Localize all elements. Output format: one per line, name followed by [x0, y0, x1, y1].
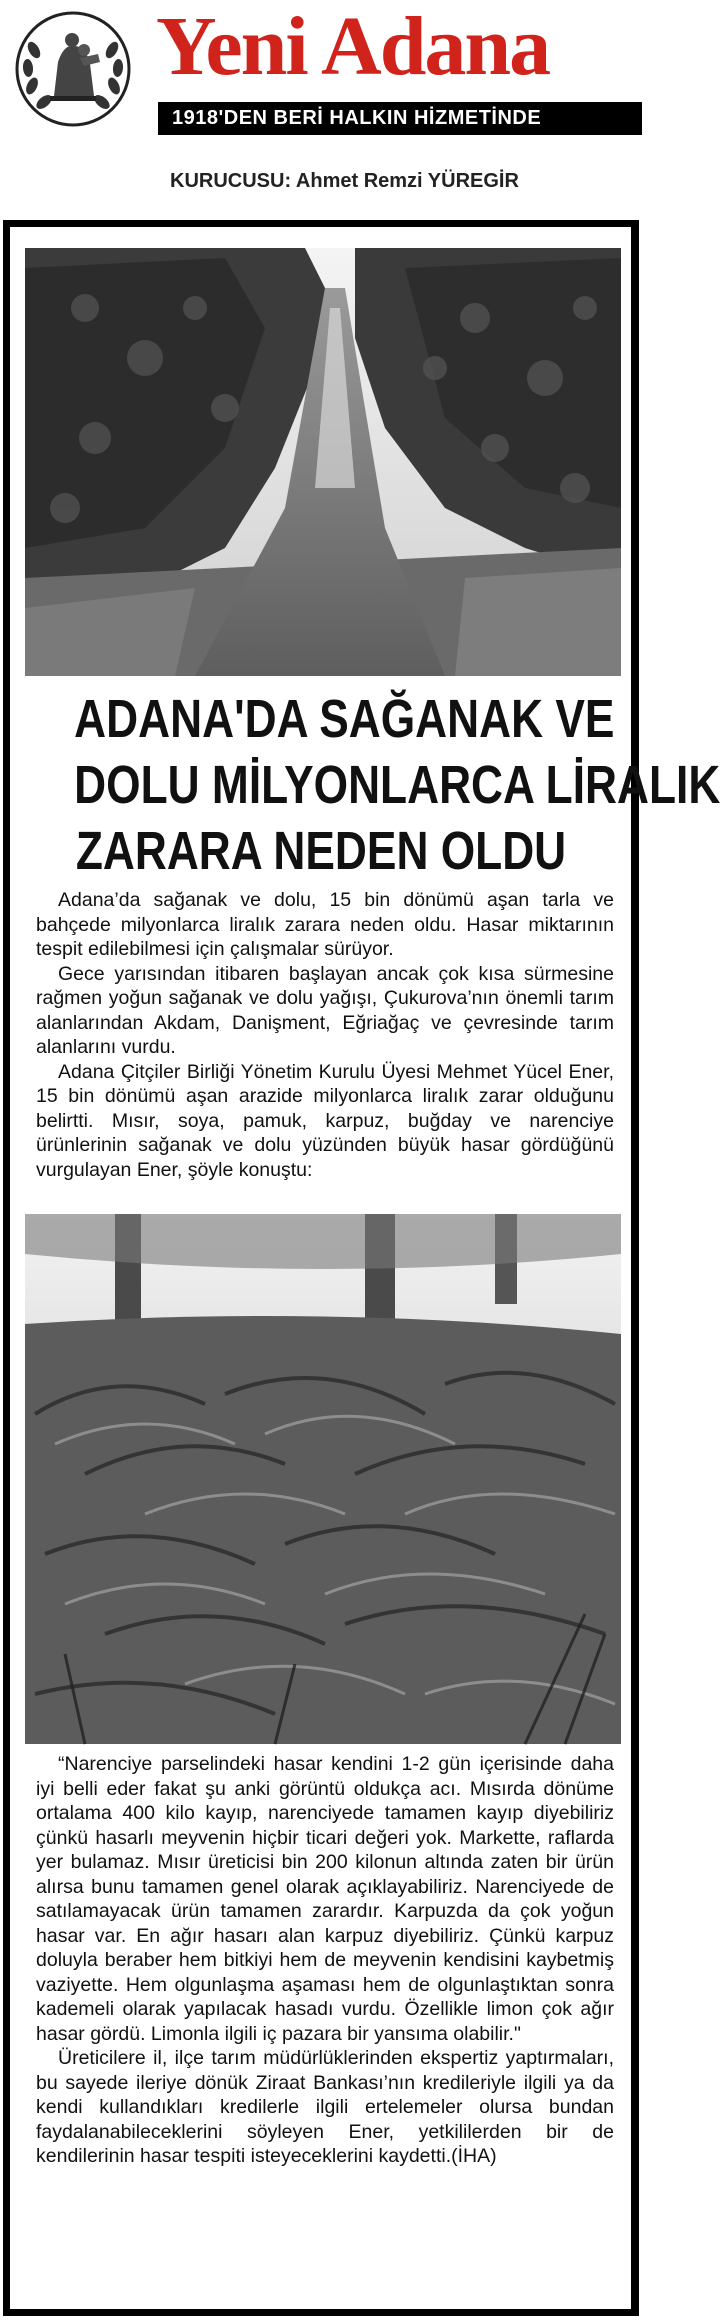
newspaper-seal-logo	[14, 10, 132, 128]
brand-name: Yeni Adana	[156, 0, 550, 93]
headline-line: ADANA'DA SAĞANAK VE	[74, 689, 615, 749]
article-paragraph: Gece yarısından itibaren başlayan ancak çok kısa sürmesine rağmen yoğun sağanak ve dolu yağışı, Çukurova’nın önemli tarım alanlarından Akdam, Danişment, Eğriağaç ve çevresinde tarım alanlarını vurdu.	[36, 962, 614, 1058]
brand-slogan: 1918'DEN BERİ HALKIN HİZMETİNDE	[158, 102, 642, 135]
article-paragraph: Adana’da sağanak ve dolu, 15 bin dönümü aşan tarla ve bahçede milyonlarca liralık zarara neden oldu. Hasar miktarının tespit edilebilmesi için çalışmalar sürüyor.	[36, 889, 614, 960]
article-paragraph: Üreticilere il, ilçe tarım müdürlüklerinden ekspertiz yaptırmaları, bu sayede ileriye dönük Ziraat Bankası’nın kredileriyle ilgili ya da kendi kullandıkları kredilerle ilgili ertelemeler olursa bundan faydalanabileceklerini söyleyen Ener, yetkililerden bir de kendilerinin hasar tespiti isteyeceklerini kaydetti.(İHA)	[36, 2047, 614, 2167]
flooded-orchard-photo	[25, 248, 621, 676]
headline-line: ZARARA NEDEN OLDU	[75, 821, 567, 881]
article-body-bottom	[36, 1752, 614, 2169]
masthead	[0, 0, 642, 205]
article-paragraph: “Narenciye parselindeki hasar kendini 1-2 gün içerisinde daha iyi belli eder fakat şu anki görüntü oldukça acı. Mısırda dönüme ortalama 400 kilo kayıp, narenciyede tamamen kayıp diyebiliriz çünkü hasarlı meyvenin hiçbir ticari değeri yok. Markette, raflarda yer bulamaz. Mısır üreticisi bin 200 kilonun altında zaten bir ürün alırsa bunu tamamen genel olarak açıklayabiliriz. Narenciyede de satılamayacak ürün tamamen zarardır. Karpuzda da çok yoğun hasar var. En ağır hasarı alan karpuz diyebiliriz. Çünkü karpuz doluyla beraber hem bitkiyi hem de meyvenin kendisini kaybetmiş vaziyette. Hem olgunlaşma aşaması hem de olgunlaştıktan sonra kademeli olarak yapılacak hasadı vurdu. Özellikle limon çok ağır hasar gördü. Limonla ilgili iç pazara bir yansıma olabilir."	[36, 1753, 614, 2045]
article-body-top	[36, 888, 614, 1182]
founder-line: KURUCUSU: Ahmet Remzi YÜREGİR	[170, 170, 519, 192]
headline-line: DOLU MİLYONLARCA LİRALIK	[74, 755, 720, 815]
article-paragraph: Adana Çitçiler Birliği Yönetim Kurulu Üyesi Mehmet Yücel Ener, 15 bin dönümü aşan arazide milyonlarca liralık zarar olduğunu belirtti. Mısır, soya, pamuk, karpuz, buğday ve narenciye ürünlerinin sağanak ve dolu yüzünden büyük hasar gördüğünü vurgulayan Ener, şöyle konuştu:	[36, 1060, 614, 1181]
article-headline	[74, 686, 720, 884]
damaged-crop-field-photo	[25, 1214, 621, 1744]
